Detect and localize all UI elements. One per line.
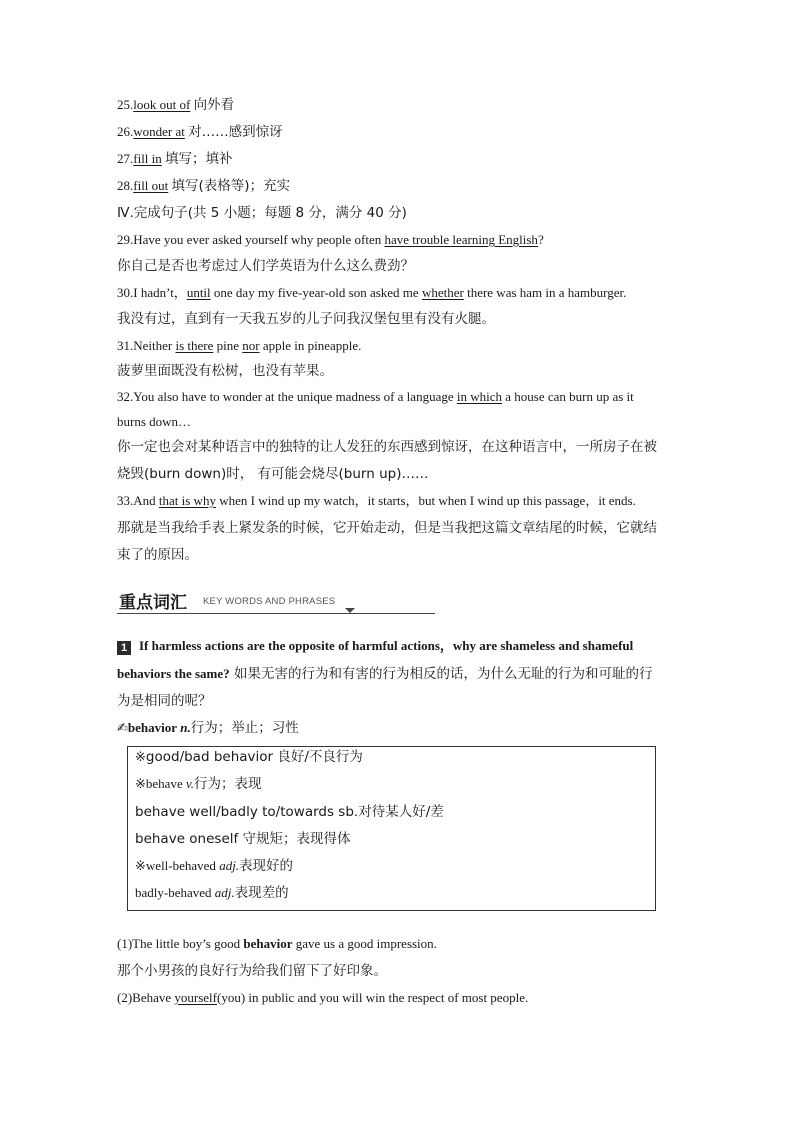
part-of-speech: v.: [185, 776, 195, 791]
question-text: a house can burn up as it: [502, 389, 634, 404]
item-translation: 如果无害的行为和有害的行为相反的话，为什么无耻的行为和可耻的行: [229, 666, 653, 682]
question-33-translation-2: 束了的原因。: [117, 547, 198, 563]
word-family-meaning: 表现差的: [234, 885, 289, 901]
example-1-translation: 那个小男孩的良好行为给我们留下了好印象。: [117, 963, 387, 979]
example-text: (1)The little boy’s good: [117, 936, 244, 951]
word-family-line: [135, 748, 363, 766]
question-text: 33.And: [117, 493, 159, 508]
part4-heading: Ⅳ.完成句子(共 5 小题；每题 8 分，满分 40 分): [117, 205, 407, 221]
phrase-number: 27.: [117, 151, 134, 166]
example-text: (you) in public and you will win the respect of most people.: [217, 990, 529, 1005]
phrase-term: look out of: [133, 97, 191, 112]
item-1-sentence-line2: [117, 665, 652, 683]
item-1-translation-line3: 为是相同的呢？: [117, 693, 212, 709]
definition-meaning: 行为；举止；习性: [190, 720, 299, 736]
question-text: there was ham in a hamburger.: [463, 285, 627, 300]
phrase-term: fill in: [133, 151, 162, 166]
answer-blank: whether: [421, 285, 464, 300]
example-text: gave us a good impression.: [292, 936, 437, 951]
word-family-text: behave oneself 守规矩；表现得体: [135, 831, 351, 847]
answer-blank: that is why: [158, 493, 216, 508]
item-sentence-bold: If harmless actions are the opposite of harmful actions，why are shameless and shameful: [139, 638, 634, 653]
phrase-number: 25.: [117, 97, 134, 112]
question-33: [117, 492, 636, 510]
question-33-translation-1: 那就是当我给手表上紧发条的时候，它开始走动，但是当我把这篇文章结尾的时候，它就结: [117, 520, 657, 536]
word-family-meaning: 行为；表现: [194, 776, 262, 792]
question-text: apple in pineapple.: [259, 338, 362, 353]
question-31: [117, 337, 361, 355]
reference-mark: ※: [135, 749, 146, 764]
definition-word: behavior: [127, 720, 178, 735]
definition-line: [117, 719, 299, 738]
section-divider: [117, 613, 435, 614]
item-1-sentence-line1: [117, 637, 633, 655]
phrase-gloss: 填写；填补: [165, 151, 233, 167]
phrase-26: [117, 123, 283, 141]
definition-pos: n.: [180, 720, 191, 735]
phrase-term: fill out: [133, 178, 169, 193]
pen-icon: ✍: [117, 721, 128, 736]
question-29-translation: 你自己是否也考虑过人们学英语为什么这么费劲？: [117, 258, 414, 274]
question-29: [117, 231, 544, 249]
answer-blank: until: [186, 285, 211, 300]
question-text: one day my five-year-old son asked me: [210, 285, 422, 300]
question-text: 31.Neither: [117, 338, 176, 353]
section-subtitle: KEY WORDS AND PHRASES: [203, 596, 336, 607]
example-keyword: behavior: [243, 936, 293, 951]
word-family-text: well-behaved: [145, 858, 220, 873]
question-text: ?: [537, 232, 544, 247]
part-of-speech: adj.: [214, 885, 235, 900]
word-family-meaning: 表现好的: [239, 858, 294, 874]
reference-mark: ※: [135, 858, 146, 873]
phrase-gloss: 填写(表格等)；充实: [171, 178, 291, 194]
answer-blank: yourself: [174, 990, 217, 1005]
phrase-gloss: 向外看: [193, 97, 235, 113]
word-family-text: behave: [145, 776, 186, 791]
reference-mark: ※: [135, 776, 146, 791]
example-text: (2)Behave: [117, 990, 175, 1005]
question-31-translation: 菠萝里面既没有松树，也没有苹果。: [117, 363, 333, 379]
item-number-badge: 1: [117, 641, 131, 655]
question-text: pine: [213, 338, 243, 353]
answer-blank: have trouble learning English: [384, 232, 538, 247]
section-header: [117, 586, 435, 616]
phrase-term: wonder at: [133, 124, 185, 139]
word-family-line: [135, 830, 351, 848]
answer-blank: in which: [456, 389, 502, 404]
question-30: [117, 284, 626, 302]
word-family-line: [135, 884, 289, 902]
question-text: when I wind up my watch，it starts，but when I wind up this passage，it ends.: [215, 493, 636, 508]
part-of-speech: adj.: [219, 858, 240, 873]
phrase-number: 26.: [117, 124, 134, 139]
section-divider-marker: [345, 608, 355, 613]
phrase-25: [117, 96, 234, 114]
word-family-line: [135, 857, 293, 875]
example-2: [117, 989, 528, 1007]
word-family-line: [135, 775, 262, 793]
question-32: [117, 388, 634, 406]
example-1: [117, 935, 437, 953]
word-family-text: badly-behaved: [135, 885, 215, 900]
phrase-gloss: 对……感到惊讶: [188, 124, 283, 140]
section-title: 重点词汇: [119, 593, 187, 613]
question-32-line2: burns down…: [117, 414, 192, 429]
question-32-translation-2: 烧毁(burn down)时， 有可能会烧尽(burn up)……: [117, 466, 429, 482]
question-text: 29.Have you ever asked yourself why people often: [117, 232, 385, 247]
phrase-number: 28.: [117, 178, 134, 193]
question-30-translation: 我没有过，直到有一天我五岁的儿子问我汉堡包里有没有火腿。: [117, 311, 495, 327]
word-family-text: behave well/badly to/towards sb.对待某人好/差: [135, 804, 444, 820]
item-sentence-bold: behaviors the same?: [117, 666, 230, 681]
word-family-line: [135, 803, 444, 821]
answer-blank: nor: [242, 338, 260, 353]
answer-blank: is there: [175, 338, 214, 353]
question-32-translation-1: 你一定也会对某种语言中的独特的让人发狂的东西感到惊讶，在这种语言中，一所房子在被: [117, 439, 657, 455]
phrase-28: [117, 177, 290, 195]
question-text: 30.I hadn’t，: [117, 285, 187, 300]
word-family-box: [127, 746, 656, 911]
phrase-27: [117, 150, 233, 168]
question-text: 32.You also have to wonder at the unique madness of a language: [117, 389, 457, 404]
word-family-text: good/bad behavior 良好/不良行为: [145, 749, 363, 765]
